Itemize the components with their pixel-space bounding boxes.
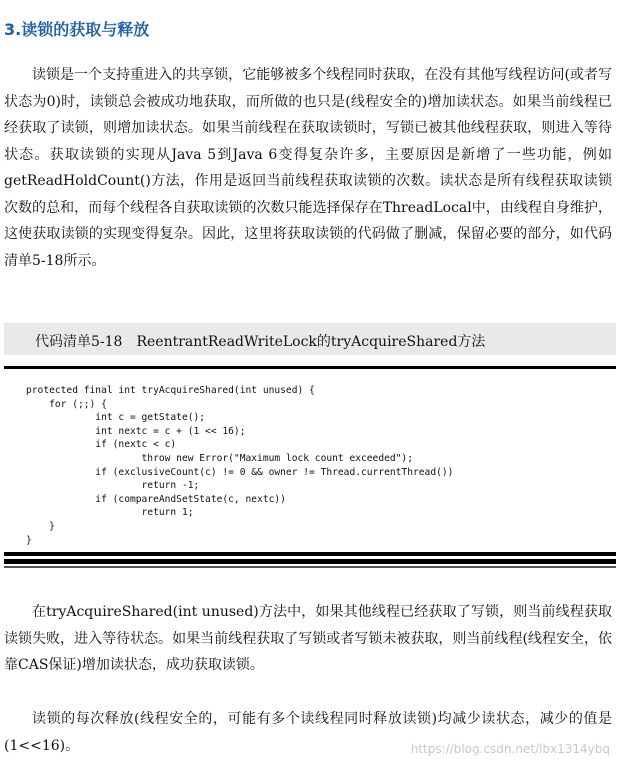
code-bottom-rule-thin [4, 566, 616, 568]
code-top-rule [4, 366, 616, 369]
code-listing [4, 366, 616, 578]
section-heading: 3.读锁的获取与释放 [4, 20, 150, 39]
intro-paragraph: 读锁是一个支持重进入的共享锁，它能够被多个线程同时获取，在没有其他写线程访问(或者写状态为0)时，读锁总会被成功地获取，而所做的也只是(线程安全的)增加读状态。如果当前线程已经获取了读锁，则增加读状态。如果当前线程在获取读锁时，写锁已被其他线程获取，则进入等待状态。获取读锁的实现从Java 5到Java 6变得复杂许多，主要原因是新增了一些功能，例如getReadHoldCount()方法，作用是返回当前线程获取读锁的次数。读状态是所有线程获取读锁次数的总和，而每个线程各自获取读锁的次数只能选择保存在ThreadLocal中，由线程自身维护，这使获取读锁的实现变得复杂。因此，这里将获取读锁的代码做了删减，保留必要的部分，如代码清单5-18所示。 [4, 67, 612, 269]
release-paragraph: 读锁的每次释放(线程安全的，可能有多个读线程同时释放读锁)均减少读状态，减少的值是(1<<16)。 [4, 711, 612, 754]
watermark-url: https://blog.csdn.net/lbx1314ybq [410, 742, 610, 756]
code-listing-caption-bar [4, 323, 616, 355]
code-listing-caption: 代码清单5-18 ReentrantReadWriteLock的tryAcquireShared方法 [35, 334, 486, 350]
code-bottom-rule [4, 552, 616, 556]
code-block: protected final int tryAcquireShared(int unused) { for (;;) { int c = getState(); int nextc = c + (1 << 16); if (nextc < c) throw new Error("Maximum lock count exceeded"); if (exclusiveCount(c) != 0 && owner != Thread.currentThread()) return -1; if (compareAndSetState(c, nextc)) return 1; } } [26, 385, 454, 546]
explanation-paragraph: 在tryAcquireShared(int unused)方法中，如果其他线程已经获取了写锁，则当前线程获取读锁失败，进入等待状态。如果当前线程获取了写锁或者写锁未被获取，则当前线程(线程安全，依靠CAS保证)增加读状态，成功获取读锁。 [4, 604, 612, 673]
code-bottom-rule-thick [4, 559, 616, 564]
